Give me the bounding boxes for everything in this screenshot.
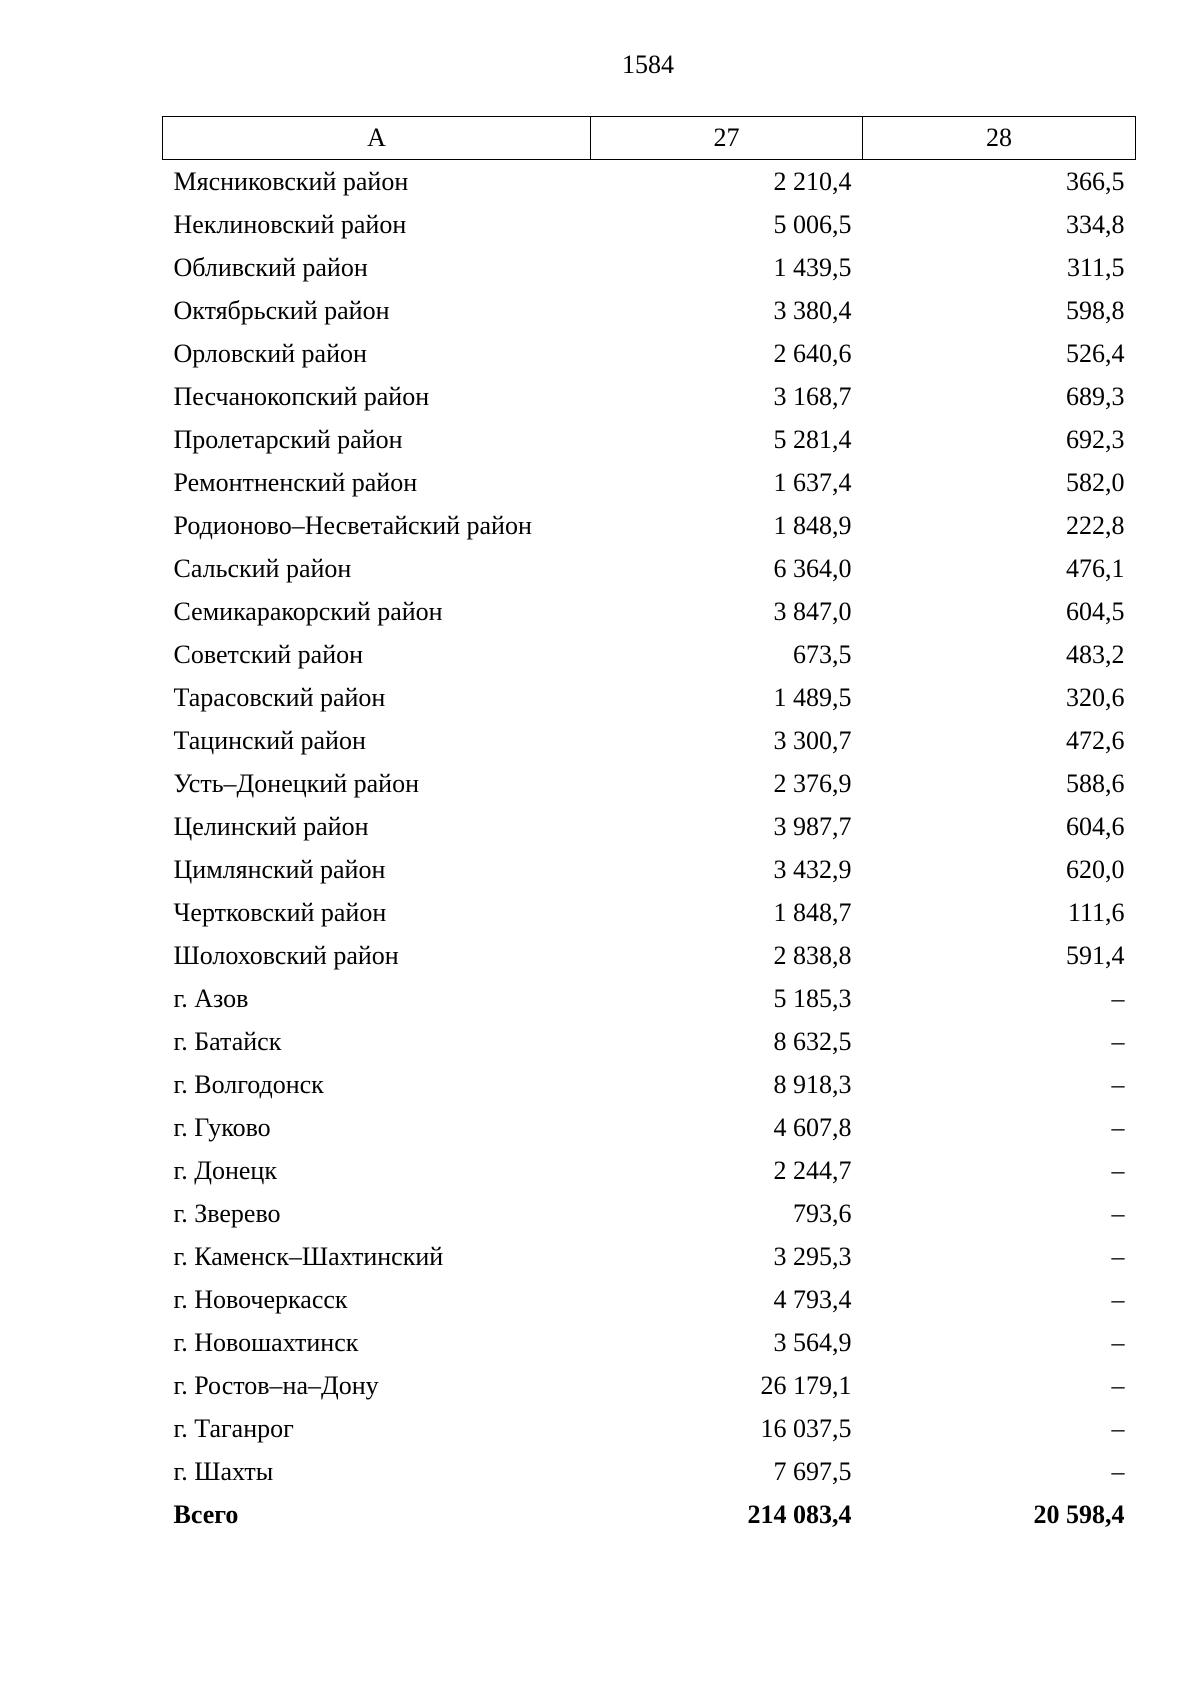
table-row <box>163 891 1136 934</box>
table-row <box>163 1192 1136 1235</box>
district-name-cell: Родионово–Несветайский район <box>173 511 532 540</box>
table-row <box>163 504 1136 547</box>
value-27-cell: 1 637,4 <box>773 468 852 497</box>
value-27-cell: 26 179,1 <box>760 1371 852 1400</box>
value-27-cell: 673,5 <box>793 640 852 669</box>
value-28-cell: – <box>1111 1070 1125 1099</box>
value-28-cell: – <box>1111 1027 1125 1056</box>
district-name-cell: Советский район <box>173 640 364 669</box>
value-28-cell: 591,4 <box>1066 941 1125 970</box>
value-28-cell: 222,8 <box>1066 511 1125 540</box>
table-row <box>163 1321 1136 1364</box>
table-row <box>163 203 1136 246</box>
district-name-cell: г. Новошахтинск <box>173 1328 359 1357</box>
value-27-cell: 2 376,9 <box>773 769 852 798</box>
table-row <box>163 1364 1136 1407</box>
value-27-cell: 8 918,3 <box>773 1070 852 1099</box>
value-28-cell: 320,6 <box>1066 683 1125 712</box>
value-28-cell: 604,6 <box>1066 812 1125 841</box>
value-27-cell: 16 037,5 <box>760 1414 852 1443</box>
table-row <box>163 934 1136 977</box>
value-27-cell: 6 364,0 <box>773 554 852 583</box>
value-27-cell: 1 848,9 <box>773 511 852 540</box>
value-28-cell: 692,3 <box>1066 425 1125 454</box>
value-28-cell: 20 598,4 <box>1033 1500 1125 1529</box>
header-column-28: 28 <box>863 117 1136 160</box>
value-27-cell: 3 987,7 <box>773 812 852 841</box>
value-27-cell: 1 848,7 <box>773 898 852 927</box>
value-27-cell: 3 847,0 <box>773 597 852 626</box>
value-28-cell: – <box>1111 1414 1125 1443</box>
district-name-cell: Орловский район <box>173 339 367 368</box>
table-row <box>163 1063 1136 1106</box>
district-name-cell: Мясниковский район <box>173 167 409 196</box>
value-28-cell: 588,6 <box>1066 769 1125 798</box>
table-row <box>163 1407 1136 1450</box>
district-name-cell: г. Зверево <box>173 1199 281 1228</box>
value-27-cell: 793,6 <box>793 1199 852 1228</box>
table-row <box>163 160 1136 204</box>
table-row <box>163 1149 1136 1192</box>
value-27-cell: 1 439,5 <box>773 253 852 282</box>
value-28-cell: 366,5 <box>1066 167 1125 196</box>
value-27-cell: 2 640,6 <box>773 339 852 368</box>
district-name-cell: Обливский район <box>173 253 368 282</box>
value-27-cell: 2 838,8 <box>773 941 852 970</box>
value-28-cell: 689,3 <box>1066 382 1125 411</box>
table-row <box>163 332 1136 375</box>
district-name-cell: Ремонтненский район <box>173 468 418 497</box>
value-27-cell: 3 300,7 <box>773 726 852 755</box>
table-row <box>163 977 1136 1020</box>
table-row <box>163 375 1136 418</box>
table-row <box>163 762 1136 805</box>
value-27-cell: 3 380,4 <box>773 296 852 325</box>
district-name-cell: г. Батайск <box>173 1027 282 1056</box>
value-28-cell: – <box>1111 1285 1125 1314</box>
table-header-row <box>163 117 1136 160</box>
district-name-cell: Цимлянский район <box>173 855 386 884</box>
value-28-cell: – <box>1111 1328 1125 1357</box>
district-name-cell: г. Волгодонск <box>173 1070 324 1099</box>
value-27-cell: 3 564,9 <box>773 1328 852 1357</box>
value-27-cell: 3 432,9 <box>773 855 852 884</box>
table-row <box>163 719 1136 762</box>
value-28-cell: – <box>1111 1113 1125 1142</box>
value-28-cell: 111,6 <box>1067 898 1125 927</box>
value-27-cell: 4 793,4 <box>773 1285 852 1314</box>
page-number: 1584 <box>622 50 674 79</box>
district-name-cell: г. Шахты <box>173 1457 274 1486</box>
district-name-cell: Тацинский район <box>173 726 366 755</box>
table-row <box>163 590 1136 633</box>
table-row <box>163 848 1136 891</box>
table-row <box>163 633 1136 676</box>
value-28-cell: 476,1 <box>1066 554 1125 583</box>
district-name-cell: Всего <box>173 1500 239 1529</box>
district-name-cell: г. Ростов–на–Дону <box>173 1371 379 1400</box>
value-28-cell: – <box>1111 1199 1125 1228</box>
district-name-cell: Пролетарский район <box>173 425 403 454</box>
district-name-cell: Октябрьский район <box>173 296 390 325</box>
value-27-cell: 7 697,5 <box>773 1457 852 1486</box>
district-name-cell: Песчанокопский район <box>173 382 430 411</box>
table-row <box>163 418 1136 461</box>
value-28-cell: – <box>1111 1457 1125 1486</box>
value-28-cell: 311,5 <box>1066 253 1125 282</box>
district-name-cell: г. Новочеркасск <box>173 1285 348 1314</box>
table-row <box>163 1450 1136 1493</box>
table-row <box>163 1020 1136 1063</box>
value-27-cell: 5 006,5 <box>773 210 852 239</box>
data-table <box>162 116 1136 1536</box>
value-27-cell: 3 168,7 <box>773 382 852 411</box>
table-row <box>163 1235 1136 1278</box>
district-name-cell: Сальский район <box>173 554 352 583</box>
district-name-cell: г. Каменск–Шахтинский <box>173 1242 444 1271</box>
header-column-a: А <box>163 117 591 160</box>
value-28-cell: 598,8 <box>1066 296 1125 325</box>
header-column-27: 27 <box>591 117 863 160</box>
value-27-cell: 214 083,4 <box>747 1500 852 1529</box>
value-27-cell: 1 489,5 <box>773 683 852 712</box>
district-name-cell: Шолоховский район <box>173 941 399 970</box>
value-28-cell: 334,8 <box>1066 210 1125 239</box>
value-28-cell: 620,0 <box>1066 855 1125 884</box>
table-row <box>163 461 1136 504</box>
district-name-cell: Чертковский район <box>173 898 387 927</box>
value-28-cell: 472,6 <box>1066 726 1125 755</box>
district-name-cell: г. Таганрог <box>173 1414 294 1443</box>
value-28-cell: 604,5 <box>1066 597 1125 626</box>
district-name-cell: Целинский район <box>173 812 369 841</box>
value-27-cell: 4 607,8 <box>773 1113 852 1142</box>
table-row <box>163 1278 1136 1321</box>
district-name-cell: Усть–Донецкий район <box>173 769 419 798</box>
table-row <box>163 805 1136 848</box>
value-28-cell: 483,2 <box>1066 640 1125 669</box>
district-name-cell: Семикаракорский район <box>173 597 443 626</box>
value-27-cell: 8 632,5 <box>773 1027 852 1056</box>
value-28-cell: – <box>1111 984 1125 1013</box>
value-28-cell: – <box>1111 1242 1125 1271</box>
value-27-cell: 2 244,7 <box>773 1156 852 1185</box>
table-row <box>163 246 1136 289</box>
value-28-cell: – <box>1111 1156 1125 1185</box>
table-row <box>163 547 1136 590</box>
value-27-cell: 3 295,3 <box>773 1242 852 1271</box>
table-row <box>163 676 1136 719</box>
district-name-cell: г. Азов <box>173 984 249 1013</box>
district-name-cell: г. Гуково <box>173 1113 271 1142</box>
value-27-cell: 5 281,4 <box>773 425 852 454</box>
value-27-cell: 2 210,4 <box>773 167 852 196</box>
district-name-cell: Неклиновский район <box>173 210 407 239</box>
district-name-cell: г. Донецк <box>173 1156 277 1185</box>
total-row <box>163 1493 1136 1536</box>
table-row <box>163 1106 1136 1149</box>
value-28-cell: – <box>1111 1371 1125 1400</box>
value-27-cell: 5 185,3 <box>773 984 852 1013</box>
value-28-cell: 582,0 <box>1066 468 1125 497</box>
table-row <box>163 289 1136 332</box>
table-body <box>163 160 1136 1537</box>
value-28-cell: 526,4 <box>1066 339 1125 368</box>
district-name-cell: Тарасовский район <box>173 683 386 712</box>
